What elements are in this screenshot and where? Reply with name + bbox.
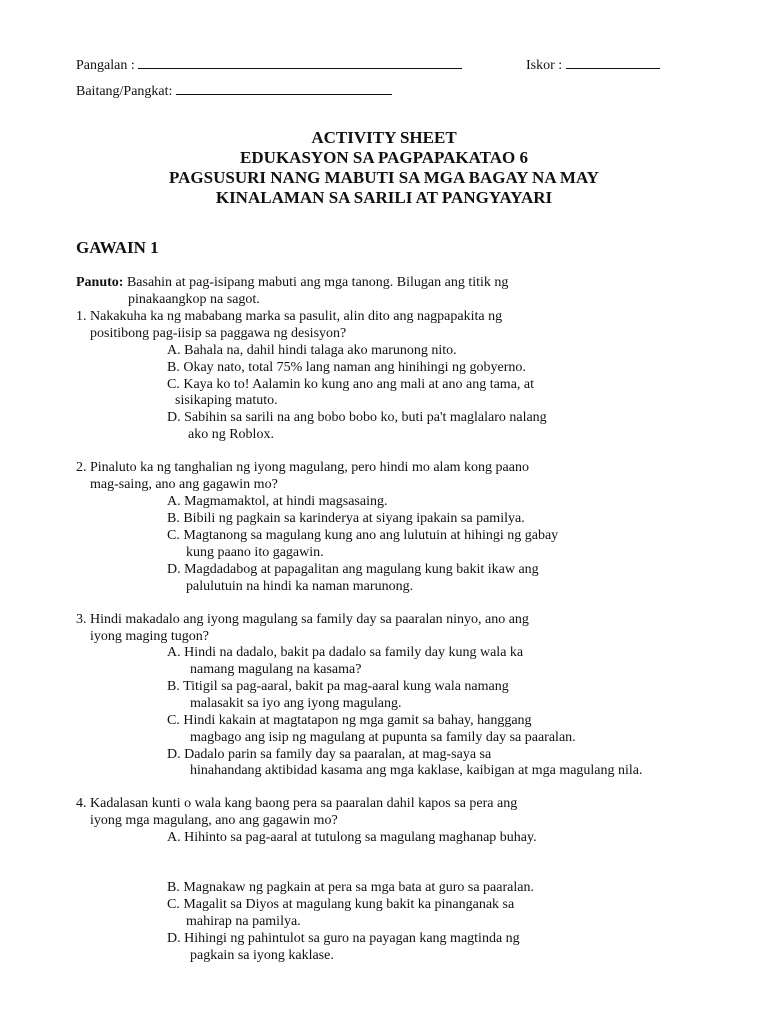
question-4-text: 4. Kadalasan kunti o wala kang baong pera sa paaralan dahil kapos sa pera ang [76, 796, 518, 811]
question-1-choice-c[interactable]: C. Kaya ko to! Aalamin ko kung ano ang mali at ano ang tama, at [167, 377, 535, 392]
title-line-3: PAGSUSURI NANG MABUTI SA MGA BAGAY NA MAY [169, 168, 599, 187]
question-2-text: 2. Pinaluto ka ng tanghalian ng iyong magulang, pero hindi mo alam kong paano [76, 460, 529, 475]
name-label: Pangalan : [76, 58, 135, 73]
question-3-choice-c[interactable]: C. Hindi kakain at magtatapon ng mga gamit sa bahay, hanggang [167, 713, 532, 728]
question-1-choice-a[interactable]: A. Bahala na, dahil hindi talaga ako marunong nito. [167, 343, 457, 358]
question-1-choice-c-cont: sisikaping matuto. [175, 393, 278, 408]
instructions [76, 274, 508, 291]
question-2-choice-a[interactable]: A. Magmamaktol, at hindi magsasaing. [167, 494, 388, 509]
question-4-choice-c[interactable]: C. Magalit sa Diyos at magulang kung bakit ka pinanganak sa [167, 897, 515, 912]
question-2-choice-d-cont: palulutuin na hindi ka naman marunong. [186, 579, 414, 594]
question-1-text: 1. Nakakuha ka ng mababang marka sa pasulit, alin dito ang nagpapakita ng [76, 309, 503, 324]
question-3-choice-d-cont: hinahandang aktibidad kasama ang mga kaklase, kaibigan at mga magulang nila. [190, 763, 643, 778]
question-4-choice-d-cont: pagkain sa iyong kaklase. [190, 948, 334, 963]
question-3-choice-b[interactable]: B. Titigil sa pag-aaral, bakit pa mag-aaral kung wala namang [167, 679, 509, 694]
question-2-choice-c-cont: kung paano ito gagawin. [186, 545, 324, 560]
question-1-choice-d-cont: ako ng Roblox. [188, 427, 274, 442]
title-line-1: ACTIVITY SHEET [311, 128, 457, 147]
name-blank-line[interactable] [138, 56, 462, 69]
title-line-2: EDUKASYON SA PAGPAPAKATAO 6 [240, 148, 528, 167]
question-3-text: 3. Hindi makadalo ang iyong magulang sa family day sa paaralan ninyo, ano ang [76, 612, 529, 627]
question-3-choice-b-cont: malasakit sa iyo ang iyong magulang. [190, 696, 402, 711]
instructions-line-1: Basahin at pag-isipang mabuti ang mga tanong. Bilugan ang titik ng [126, 275, 509, 290]
title-line-4: KINALAMAN SA SARILI AT PANGYAYARI [215, 188, 553, 207]
question-2-text-cont: mag-saing, ano ang gagawin mo? [90, 477, 278, 492]
question-1-choice-d[interactable]: D. Sabihin sa sarili na ang bobo bobo ko, buti pa't maglalaro nalang [167, 410, 547, 425]
score-blank-line[interactable] [566, 56, 660, 69]
question-3-choice-a[interactable]: A. Hindi na dadalo, bakit pa dadalo sa family day kung wala ka [167, 645, 524, 660]
instructions-line-2: pinakaangkop na sagot. [128, 292, 260, 307]
question-2-choice-b[interactable]: B. Bibili ng pagkain sa karinderya at siyang ipakain sa pamilya. [167, 511, 525, 526]
name-field [76, 56, 462, 74]
grade-section-label: Baitang/Pangkat: [76, 84, 173, 99]
grade-section-field [76, 82, 392, 100]
grade-section-blank-line[interactable] [176, 82, 392, 95]
question-3-text-cont: iyong maging tugon? [90, 629, 209, 644]
question-4-choice-a[interactable]: A. Hihinto sa pag-aaral at tutulong sa magulang maghanap buhay. [167, 830, 537, 845]
question-4-text-cont: iyong mga magulang, ano ang gagawin mo? [90, 813, 338, 828]
document-title [0, 128, 768, 208]
question-3-choice-d[interactable]: D. Dadalo parin sa family day sa paaralan, at mag-saya sa [167, 747, 492, 762]
question-4-choice-c-cont: mahirap na pamilya. [186, 914, 301, 929]
score-field [526, 56, 660, 74]
question-2-choice-d[interactable]: D. Magdadabog at papagalitan ang magulang kung bakit ikaw ang [167, 562, 539, 577]
question-1-choice-b[interactable]: B. Okay nato, total 75% lang naman ang hinihingi ng gobyerno. [167, 360, 526, 375]
question-4-choice-b[interactable]: B. Magnakaw ng pagkain at pera sa mga bata at guro sa paaralan. [167, 880, 534, 895]
question-3-choice-c-cont: magbago ang isip ng magulang at pupunta sa family day sa paaralan. [190, 730, 576, 745]
question-3-choice-a-cont: namang magulang na kasama? [190, 662, 362, 677]
question-2-choice-c[interactable]: C. Magtanong sa magulang kung ano ang lulutuin at hihingi ng gabay [167, 528, 559, 543]
section-heading: GAWAIN 1 [76, 238, 159, 257]
question-4-choice-d[interactable]: D. Hihingi ng pahintulot sa guro na payagan kang magtinda ng [167, 931, 520, 946]
score-label: Iskor : [526, 58, 563, 73]
question-1-text-cont: positibong pag-iisip sa paggawa ng desisyon? [90, 326, 347, 341]
instructions-label: Panuto: [76, 275, 124, 290]
